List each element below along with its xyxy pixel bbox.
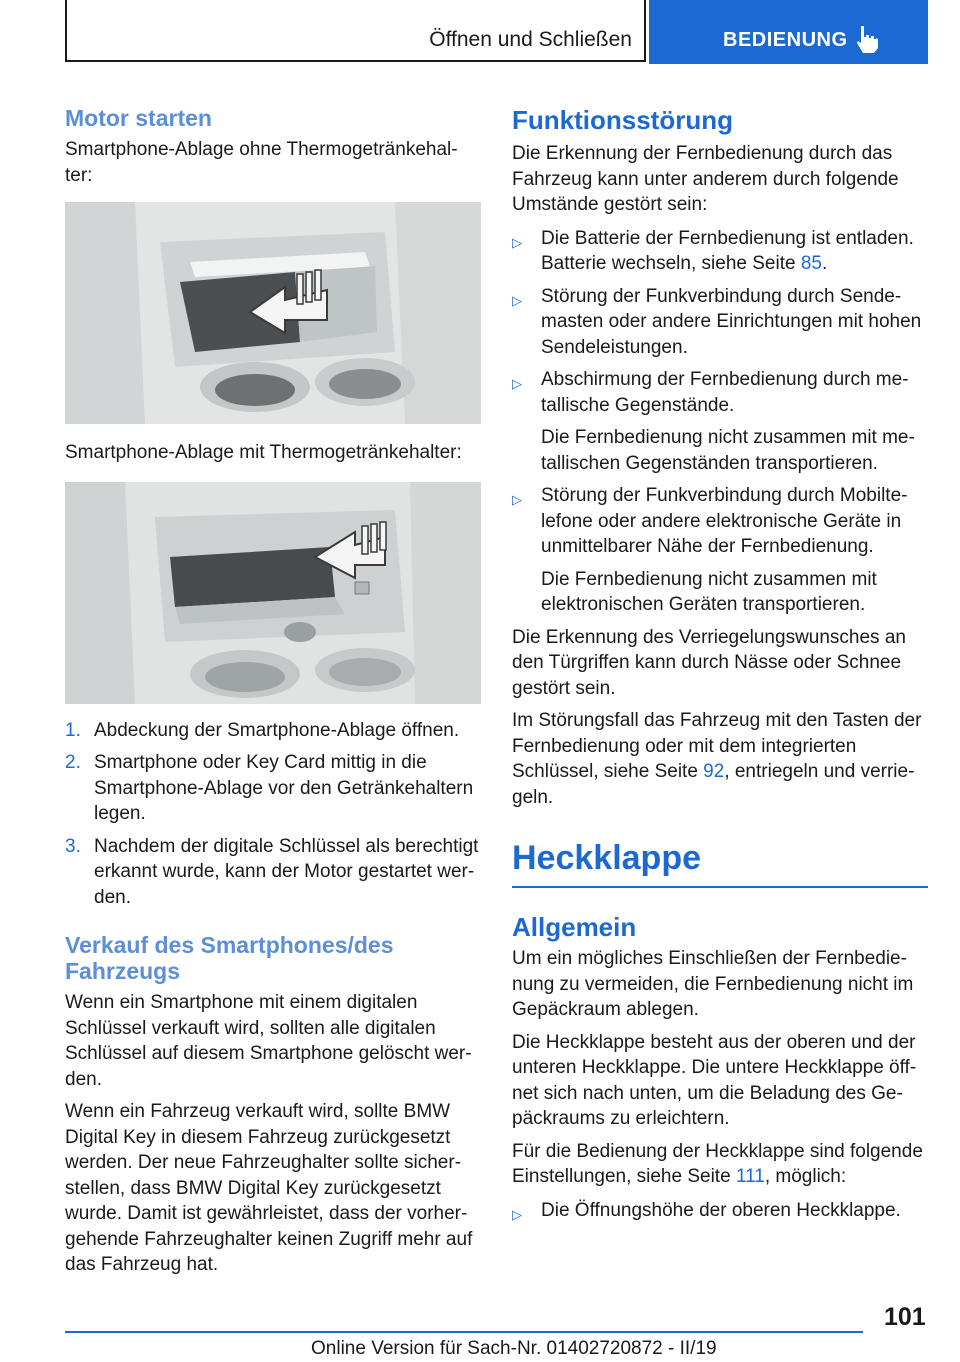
verkauf-paragraph-2: Wenn ein Fahrzeug verkauft wird, sollte BMW Digital Key in diesem Fahrzeug zurückgesetzt werden. Der neue Fahrzeughalter sollte sicher-stellen, dass BMW Digital Key zurückgesetzt wurde. Damit ist gewährleistet, dass der vorher-gehende Fahrzeughalter keinen Zugriff mehr auf das Fahrzeug hat. (65, 1101, 473, 1275)
list-text-end: . (821, 253, 828, 274)
tray-illustration-2 (65, 482, 481, 704)
list-text: Smartphone oder Key Card mittig in die Smartphone-Ablage vor den Getränkehaltern legen. (94, 752, 474, 824)
list-number: 2. (65, 752, 81, 773)
page-link-111[interactable]: 111 (735, 1166, 765, 1187)
motor-starten-heading: Motor starten (65, 105, 212, 131)
paragraph-text-end: , entriegeln und verrie-geln. (512, 761, 915, 808)
stoerungsfall-paragraph (512, 708, 928, 810)
paragraph-text: Im Störungsfall das Fahrzeug mit den Tasten der Fernbedienung oder mit dem integrierten Schlüssel, siehe Seite (512, 710, 922, 782)
page-header (65, 0, 928, 64)
list-item (65, 718, 481, 744)
list-text: Abdeckung der Smartphone-Ablage öffnen. (94, 719, 460, 741)
steps-list (65, 718, 481, 911)
list-item (512, 483, 928, 618)
allgemein-heading: Allgemein (512, 912, 637, 942)
list-number: 1. (65, 719, 81, 741)
bullet-triangle-icon: ▷ (512, 376, 522, 391)
figure-smartphone-tray-no-thermo (65, 202, 481, 424)
list-item (512, 284, 928, 361)
funktionsstoerung-heading: Funktionsstörung (512, 105, 733, 135)
stoerung-list (512, 226, 928, 618)
bullet-triangle-icon: ▷ (512, 234, 522, 250)
list-item (65, 834, 481, 911)
chapter-title: BEDIENUNG (723, 29, 848, 51)
intro-no-thermo: Smartphone-Ablage ohne Thermogetränkehal-ter: (65, 139, 458, 186)
allgemein-paragraph-1: Um ein mögliches Einschließen der Fernbedie-nung zu vermeiden, die Fernbedienung nicht im Gepäckraum ablegen. (512, 948, 914, 1020)
tray-illustration-1 (65, 202, 481, 424)
heading-rule (512, 886, 928, 888)
page-number: 101 (884, 1303, 926, 1331)
list-note: Die Fernbedienung nicht zusammen mit elektronischen Geräten transportieren. (541, 568, 877, 615)
left-column (65, 100, 481, 1278)
online-version-note: Online Version für Sach-Nr. 01402720872 - II/19 (311, 1338, 717, 1359)
list-text: Störung der Funkverbindung durch Sende-masten oder andere Einrichtungen mit hohen Sendeleistungen. (541, 285, 922, 358)
paragraph-text-end: , möglich: (764, 1166, 847, 1187)
list-text: Die Batterie der Fernbedienung ist entladen. Batterie wechseln, siehe Seite (541, 227, 914, 274)
list-item (512, 367, 928, 476)
bullet-triangle-icon: ▷ (512, 492, 522, 507)
bullet-triangle-icon: ▷ (512, 292, 522, 308)
intro-with-thermo: Smartphone-Ablage mit Thermogetränkehalter: (65, 442, 462, 463)
allgemein-paragraph-3 (512, 1139, 928, 1190)
list-item (512, 1198, 928, 1224)
page-link-85[interactable]: 85 (800, 253, 822, 274)
allgemein-paragraph-2: Die Heckklappe besteht aus der oberen und der unteren Heckklappe. Die untere Heckklappe öff-net sich nach unten, um die Beladung des Ge-päckraums zu erleichtern. (512, 1031, 917, 1129)
page-link-92[interactable]: 92 (703, 761, 725, 782)
bullet-triangle-icon: ▷ (512, 1206, 522, 1222)
verkauf-heading: Verkauf des Smartphones/des Fahrzeugs (65, 932, 394, 984)
list-text: Störung der Funkverbindung durch Mobilte-lefone oder andere elektronische Geräte in unmittelbarer Nähe der Fernbedienung. (541, 485, 908, 557)
heckklappe-heading: Heckklappe (512, 839, 701, 877)
chapter-tab (649, 0, 928, 64)
paragraph-text: Für die Bedienung der Heckklappe sind folgende Einstellungen, siehe Seite (512, 1140, 923, 1187)
list-text: Nachdem der digitale Schlüssel als berechtigt erkannt wurde, kann der Motor gestartet wer-den. (94, 835, 479, 908)
list-number: 3. (65, 835, 81, 857)
list-text: Die Öffnungshöhe der oberen Heckklappe. (541, 1199, 901, 1221)
footer-rule (65, 1331, 863, 1333)
stoerung-intro: Die Erkennung der Fernbedienung durch das Fahrzeug kann unter anderem durch folgende Umstände gestört sein: (512, 143, 899, 215)
pointing-hand-icon (854, 24, 880, 54)
list-note: Die Fernbedienung nicht zusammen mit me-tallischen Gegenständen transportieren. (541, 427, 915, 474)
list-item (512, 226, 928, 277)
section-title: Öffnen und Schließen (429, 28, 632, 51)
list-text: Abschirmung der Fernbedienung durch me-tallische Gegenstände. (541, 369, 909, 416)
verriegelung-paragraph: Die Erkennung des Verriegelungswunsches an den Türgriffen kann durch Nässe oder Schnee gestört sein. (512, 626, 906, 699)
right-column (512, 100, 928, 1223)
section-tab (65, 0, 646, 62)
verkauf-paragraph-1: Wenn ein Smartphone mit einem digitalen Schlüssel verkauft wird, sollten alle digitalen Schlüssel auf diesem Smartphone gelöscht wer-den. (65, 992, 472, 1090)
figure-smartphone-tray-with-thermo (65, 482, 481, 704)
list-item (65, 750, 481, 827)
